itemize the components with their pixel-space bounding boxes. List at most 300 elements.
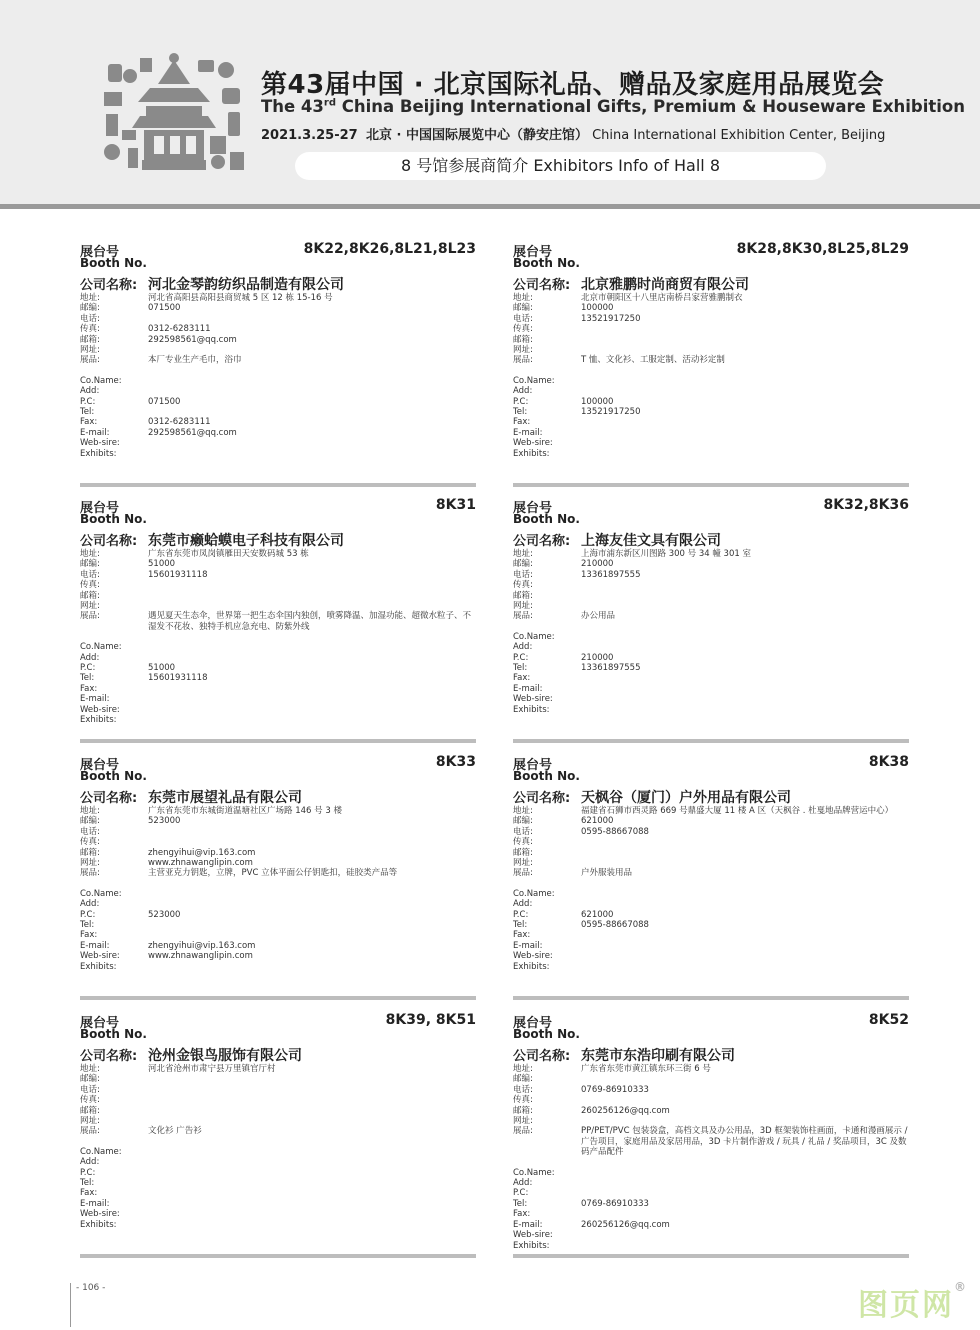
exhibitor-entry <box>80 754 476 1000</box>
detail-row-fax <box>513 324 909 334</box>
detail-value: 621000 <box>581 816 614 827</box>
detail-row-tel <box>80 1085 476 1095</box>
detail-key: 传真: <box>513 324 533 335</box>
detail-key: E-mail: <box>513 1219 543 1230</box>
detail-key: Web-sire: <box>513 1230 553 1241</box>
exhibition-title-cn: 第43届中国 · 北京国际礼品、赠品及家庭用品展览会 <box>261 70 885 100</box>
detail-row-mail <box>513 848 909 858</box>
detail-key: 网址: <box>80 1116 100 1127</box>
exhibition-logo-icon <box>100 52 248 174</box>
company-label: 公司名称: <box>513 534 571 549</box>
detail-value <box>148 653 476 663</box>
booth-label-cn: 展台号 <box>80 758 120 773</box>
detail-value <box>148 449 476 459</box>
detail-row-fax <box>513 1095 909 1105</box>
detail-value <box>581 858 909 868</box>
detail-value <box>148 601 476 611</box>
detail-value <box>148 1095 476 1105</box>
detail-key: Add: <box>513 386 533 397</box>
detail-row-fax <box>80 1095 476 1105</box>
detail-value: T 恤、文化衫、工服定制、活动衫定制 <box>581 355 725 366</box>
detail-value: 260256126@qq.com <box>581 1219 670 1230</box>
detail-value <box>581 386 909 396</box>
detail-key: Add: <box>513 1178 533 1189</box>
detail-row-web_en <box>80 1209 476 1219</box>
detail-value: 主营亚克力钥匙，立牌，PVC 立体平面公仔钥匙扣，硅胶类产品等 <box>148 868 398 879</box>
detail-value <box>148 642 476 652</box>
detail-key: 电话: <box>513 569 533 580</box>
detail-value: 0769-86910333 <box>581 1084 649 1095</box>
company-name: 东莞市癞蛤蟆电子科技有限公司 <box>148 533 344 549</box>
detail-row-pc_en <box>513 1188 909 1198</box>
page-number: - 106 - <box>76 1283 106 1293</box>
booth-number: 8K52 <box>868 1012 909 1028</box>
detail-row-fax <box>513 837 909 847</box>
detail-value <box>581 930 909 940</box>
entry-divider <box>513 483 909 487</box>
detail-row-web <box>80 1116 476 1126</box>
booth-number: 8K33 <box>435 754 476 770</box>
detail-value <box>148 591 476 601</box>
detail-key: Web-sire: <box>80 951 120 962</box>
entry-divider <box>513 1254 909 1258</box>
detail-value <box>581 694 909 704</box>
detail-row-addr <box>80 549 476 559</box>
detail-key: 邮箱: <box>80 590 100 601</box>
detail-row-exh <box>513 1126 909 1157</box>
detail-key: 电话: <box>80 826 100 837</box>
detail-key: 邮箱: <box>513 847 533 858</box>
detail-key: Tel: <box>513 1198 528 1209</box>
detail-value <box>581 962 909 972</box>
detail-value <box>581 1116 909 1126</box>
detail-row-exh_en <box>513 705 909 715</box>
booth-label-cn: 展台号 <box>513 1016 553 1031</box>
booth-label-en: Booth No. <box>513 256 580 270</box>
detail-row-add_en <box>80 899 476 909</box>
detail-key: 邮箱: <box>513 1105 533 1116</box>
detail-row-email_en <box>80 941 476 951</box>
exhibitor-entry <box>513 754 909 1000</box>
detail-key: 展品: <box>80 868 100 879</box>
detail-value <box>148 827 476 837</box>
detail-row-fax <box>513 580 909 590</box>
detail-row-add_en <box>513 386 909 396</box>
detail-value <box>581 673 909 683</box>
detail-value <box>148 345 476 355</box>
detail-row-exh_en <box>80 715 476 725</box>
detail-key: 电话: <box>80 313 100 324</box>
company-label: 公司名称: <box>80 534 138 549</box>
detail-key: Web-sire: <box>80 704 120 715</box>
company-label: 公司名称: <box>80 1049 138 1064</box>
detail-row-addr <box>513 806 909 816</box>
detail-value: 51000 <box>148 663 176 674</box>
booth-label-cn: 展台号 <box>80 245 120 260</box>
detail-value <box>581 591 909 601</box>
detail-row-email_en <box>80 428 476 438</box>
detail-key: P.C: <box>513 909 529 920</box>
detail-row-tel <box>513 570 909 580</box>
detail-key: 邮箱: <box>513 590 533 601</box>
detail-key: Web-sire: <box>80 438 120 449</box>
detail-key: 展品: <box>513 868 533 879</box>
detail-row-exh <box>513 868 909 878</box>
detail-key: 展品: <box>80 611 100 622</box>
detail-key: E-mail: <box>513 427 543 438</box>
detail-row-fax_en <box>80 684 476 694</box>
detail-value: 0595-88667088 <box>581 920 649 931</box>
detail-value <box>148 376 476 386</box>
detail-row-fax <box>80 837 476 847</box>
detail-row-addr <box>513 1064 909 1074</box>
detail-key: Tel: <box>80 673 95 684</box>
detail-row-tel <box>80 314 476 324</box>
detail-value <box>148 1157 476 1167</box>
detail-value <box>581 1178 909 1188</box>
entry-divider <box>80 1254 476 1258</box>
detail-row-web_en <box>513 1230 909 1240</box>
detail-key: Co.Name: <box>513 888 555 899</box>
detail-key: 传真: <box>513 1095 533 1106</box>
detail-key: 地址: <box>80 1064 100 1074</box>
detail-row-tel_en <box>80 673 476 683</box>
detail-row-fax_en <box>513 673 909 683</box>
detail-key: Exhibits: <box>513 704 550 715</box>
entry-divider <box>513 996 909 1000</box>
detail-key: 邮箱: <box>513 334 533 345</box>
booth-label-cn: 展台号 <box>513 501 553 516</box>
detail-key: Co.Name: <box>80 888 122 899</box>
detail-value: 621000 <box>581 909 614 920</box>
detail-key: 展品: <box>80 1126 100 1137</box>
detail-row-tel <box>513 1085 909 1095</box>
detail-value <box>581 837 909 847</box>
detail-key: 网址: <box>513 345 533 356</box>
detail-row-mail <box>80 591 476 601</box>
detail-key: Web-sire: <box>513 694 553 705</box>
exhibitor-entry <box>513 1012 909 1258</box>
contact-details <box>80 806 476 972</box>
detail-row-post <box>513 303 909 313</box>
detail-value: 071500 <box>148 303 181 314</box>
detail-value: www.zhnawanglipin.com <box>148 951 253 962</box>
detail-key: Add: <box>80 386 100 397</box>
detail-row-exh <box>80 355 476 365</box>
detail-value <box>148 1116 476 1126</box>
detail-key: Add: <box>513 899 533 910</box>
detail-value <box>581 580 909 590</box>
detail-value: www.zhnawanglipin.com <box>148 858 253 869</box>
booth-number: 8K22,8K26,8L21,8L23 <box>303 241 476 257</box>
booth-label-cn: 展台号 <box>80 501 120 516</box>
detail-value: 13361897555 <box>581 663 641 674</box>
detail-value: 292598561@qq.com <box>148 427 237 438</box>
booth-number: 8K39, 8K51 <box>385 1012 476 1028</box>
detail-row-pc_en <box>80 1168 476 1178</box>
detail-row-fax_en <box>513 1209 909 1219</box>
detail-row-email_en <box>80 694 476 704</box>
detail-key: 邮编: <box>80 816 100 827</box>
detail-key: 邮编: <box>513 303 533 314</box>
detail-row-fax_en <box>513 930 909 940</box>
company-name: 天枫谷（厦门）户外用品有限公司 <box>581 790 791 806</box>
detail-value: 13521917250 <box>581 313 641 324</box>
detail-key: 展品: <box>513 355 533 366</box>
detail-value <box>148 1147 476 1157</box>
detail-key: 电话: <box>513 313 533 324</box>
exhibitor-entry <box>80 1012 476 1258</box>
detail-value: 上海市浦东新区川图路 300 号 34 幢 301 室 <box>581 549 751 559</box>
detail-key: Co.Name: <box>80 642 122 653</box>
entry-divider <box>80 739 476 743</box>
detail-value: 广东省东莞市东城街道温塘社区广场路 146 号 3 楼 <box>148 806 342 816</box>
contact-details <box>80 1064 476 1230</box>
booth-number: 8K28,8K30,8L25,8L29 <box>736 241 909 257</box>
detail-key: E-mail: <box>80 427 110 438</box>
detail-key: Tel: <box>513 663 528 674</box>
detail-key: P.C: <box>513 652 529 663</box>
detail-row-tel_en <box>513 407 909 417</box>
detail-key: 邮编: <box>80 559 100 570</box>
detail-value <box>581 889 909 899</box>
detail-row-addr <box>80 1064 476 1074</box>
hall-info-banner: 8 号馆参展商简介 Exhibitors Info of Hall 8 <box>295 152 826 180</box>
entry-divider <box>80 483 476 487</box>
detail-value <box>148 438 476 448</box>
detail-key: 传真: <box>513 837 533 848</box>
detail-row-co_en <box>80 376 476 386</box>
contact-details <box>513 1064 909 1251</box>
detail-row-tel <box>80 827 476 837</box>
detail-key: 地址: <box>513 549 533 559</box>
detail-key: 地址: <box>80 293 100 303</box>
detail-row-tel <box>513 314 909 324</box>
detail-row-web_en <box>513 694 909 704</box>
detail-key: Add: <box>513 642 533 653</box>
detail-row-post <box>80 1074 476 1084</box>
detail-value: 广东省东莞市黄江镇东环三街 6 号 <box>581 1064 711 1074</box>
detail-value: 13521917250 <box>581 407 641 418</box>
detail-value: 13361897555 <box>581 569 641 580</box>
detail-key: 地址: <box>513 806 533 816</box>
detail-key: 网址: <box>80 601 100 612</box>
detail-row-email_en <box>513 941 909 951</box>
detail-key: E-mail: <box>513 683 543 694</box>
detail-row-tel <box>513 827 909 837</box>
date-venue: 2021.3.25-27 北京 · 中国国际展览中心（静安庄馆） China International Exhibition Center, Beijing <box>261 128 886 143</box>
exhibitor-entry <box>80 497 476 743</box>
detail-value <box>581 601 909 611</box>
detail-key: E-mail: <box>80 1198 110 1209</box>
detail-value <box>148 1220 476 1230</box>
detail-row-add_en <box>513 642 909 652</box>
detail-value: PP/PET/PVC 包装袋盒，高档文具及办公用品，3D 框架装饰柱画面，卡通和漫画展示 / 广告项目，家庭用品及家居用品，3D 卡片制作游戏 / 玩具 / 礼品 / 奖品项目，3C 及数码产品配件 <box>581 1126 908 1158</box>
detail-key: 电话: <box>513 826 533 837</box>
detail-value <box>581 324 909 334</box>
detail-row-tel_en <box>513 1199 909 1209</box>
detail-value <box>148 920 476 930</box>
detail-row-co_en <box>513 889 909 899</box>
detail-row-web_en <box>80 438 476 448</box>
detail-value <box>581 899 909 909</box>
detail-key: Web-sire: <box>80 1209 120 1220</box>
detail-value <box>581 376 909 386</box>
detail-value <box>148 705 476 715</box>
detail-key: Exhibits: <box>80 448 117 459</box>
detail-key: 展品: <box>513 1126 533 1137</box>
detail-value: 100000 <box>581 396 614 407</box>
detail-key: 传真: <box>80 324 100 335</box>
detail-row-co_en <box>80 1147 476 1157</box>
detail-row-web_en <box>80 951 476 961</box>
detail-value: 100000 <box>581 303 614 314</box>
detail-row-fax_en <box>80 1188 476 1198</box>
detail-value <box>581 1188 909 1198</box>
detail-value: 办公用品 <box>581 611 616 622</box>
detail-value <box>148 1188 476 1198</box>
detail-row-addr <box>80 293 476 303</box>
detail-key: 邮箱: <box>80 1105 100 1116</box>
booth-number: 8K31 <box>435 497 476 513</box>
detail-value: 523000 <box>148 816 181 827</box>
detail-key: 网址: <box>513 1116 533 1127</box>
detail-key: 传真: <box>80 837 100 848</box>
detail-row-fax_en <box>513 417 909 427</box>
detail-value <box>581 417 909 427</box>
detail-row-exh <box>80 868 476 878</box>
entry-divider <box>80 996 476 1000</box>
detail-key: Tel: <box>80 1178 95 1189</box>
detail-key: Add: <box>80 1157 100 1168</box>
detail-row-pc_en <box>513 397 909 407</box>
detail-key: 邮编: <box>80 1074 100 1085</box>
contact-details <box>513 806 909 972</box>
detail-value: 15601931118 <box>148 673 208 684</box>
detail-row-post <box>80 303 476 313</box>
detail-value <box>148 1085 476 1095</box>
detail-value: 文化衫 广告衫 <box>148 1126 202 1137</box>
exhibitor-entry <box>513 497 909 743</box>
contact-details <box>80 293 476 459</box>
detail-row-co_en <box>80 889 476 899</box>
detail-value <box>148 1178 476 1188</box>
detail-value: zhengyihui@vip.163.com <box>148 940 256 951</box>
detail-key: Exhibits: <box>513 961 550 972</box>
detail-row-pc_en <box>80 663 476 673</box>
detail-row-email_en <box>513 684 909 694</box>
booth-label-en: Booth No. <box>80 512 147 526</box>
watermark-logo: 图页网® <box>858 1280 968 1323</box>
detail-row-add_en <box>80 653 476 663</box>
detail-row-web <box>80 601 476 611</box>
detail-value: 北京市朝阳区十八里店南桥吕家营雅鹏制衣 <box>581 293 743 303</box>
booth-label-en: Booth No. <box>513 769 580 783</box>
detail-row-add_en <box>80 1157 476 1167</box>
header-divider <box>0 204 980 209</box>
detail-row-mail <box>513 591 909 601</box>
detail-value <box>581 438 909 448</box>
detail-value <box>581 1241 909 1251</box>
detail-row-co_en <box>80 642 476 652</box>
detail-key: P.C: <box>80 909 96 920</box>
detail-key: 地址: <box>513 1064 533 1074</box>
detail-value <box>581 1209 909 1219</box>
detail-key: Fax: <box>80 1188 98 1199</box>
detail-row-mail <box>80 848 476 858</box>
detail-row-pc_en <box>80 910 476 920</box>
detail-row-post <box>513 1074 909 1084</box>
detail-value: 210000 <box>581 559 614 570</box>
detail-key: Exhibits: <box>80 715 117 726</box>
detail-key: 地址: <box>513 293 533 303</box>
exhibitor-entry <box>513 241 909 487</box>
detail-key: Co.Name: <box>80 375 122 386</box>
contact-details <box>80 549 476 726</box>
detail-value: 广东省东莞市凤岗镇雁田天安数码城 53 栋 <box>148 549 309 559</box>
company-name: 上海友佳文具有限公司 <box>581 533 721 549</box>
detail-key: Add: <box>80 652 100 663</box>
detail-value: 福建省石狮市西灵路 669 号鼎盛大厦 11 楼 A 区（天枫谷 . 杜戛地品牌营运中心） <box>581 806 894 816</box>
detail-row-mail <box>513 335 909 345</box>
detail-key: Fax: <box>513 673 531 684</box>
company-name: 东莞市东浩印刷有限公司 <box>581 1048 735 1064</box>
detail-value <box>148 837 476 847</box>
detail-row-post <box>513 559 909 569</box>
detail-key: 地址: <box>80 549 100 559</box>
detail-value: 户外服装用品 <box>581 868 633 879</box>
detail-row-pc_en <box>513 910 909 920</box>
detail-row-fax <box>80 324 476 334</box>
detail-key: P.C: <box>80 1167 96 1178</box>
detail-key: 网址: <box>513 858 533 869</box>
detail-value <box>581 705 909 715</box>
booth-label-en: Booth No. <box>80 256 147 270</box>
detail-row-addr <box>513 549 909 559</box>
detail-row-mail <box>80 335 476 345</box>
detail-key: 邮箱: <box>80 334 100 345</box>
detail-key: 传真: <box>513 580 533 591</box>
detail-row-email_en <box>513 1220 909 1230</box>
detail-row-fax_en <box>80 930 476 940</box>
detail-value: 0769-86910333 <box>581 1198 649 1209</box>
detail-row-web <box>513 1116 909 1126</box>
detail-key: 邮编: <box>513 559 533 570</box>
detail-row-fax_en <box>80 417 476 427</box>
detail-key: Co.Name: <box>80 1146 122 1157</box>
detail-value <box>148 314 476 324</box>
detail-value <box>148 930 476 940</box>
detail-value: 0595-88667088 <box>581 826 649 837</box>
detail-value <box>581 1230 909 1240</box>
detail-row-exh_en <box>513 962 909 972</box>
detail-row-tel_en <box>513 663 909 673</box>
detail-key: Co.Name: <box>513 375 555 386</box>
detail-value: zhengyihui@vip.163.com <box>148 847 256 858</box>
booth-label-cn: 展台号 <box>513 758 553 773</box>
detail-row-co_en <box>513 1168 909 1178</box>
detail-value: 河北省高阳县高阳县商贸城 5 区 12 栋 15-16 号 <box>148 293 333 303</box>
detail-row-email_en <box>80 1199 476 1209</box>
detail-row-web_en <box>513 438 909 448</box>
detail-value <box>581 632 909 642</box>
detail-value <box>148 580 476 590</box>
detail-key: Exhibits: <box>80 961 117 972</box>
detail-value: 071500 <box>148 396 181 407</box>
detail-value <box>581 1168 909 1178</box>
detail-key: P.C: <box>80 396 96 407</box>
detail-key: Tel: <box>80 407 95 418</box>
